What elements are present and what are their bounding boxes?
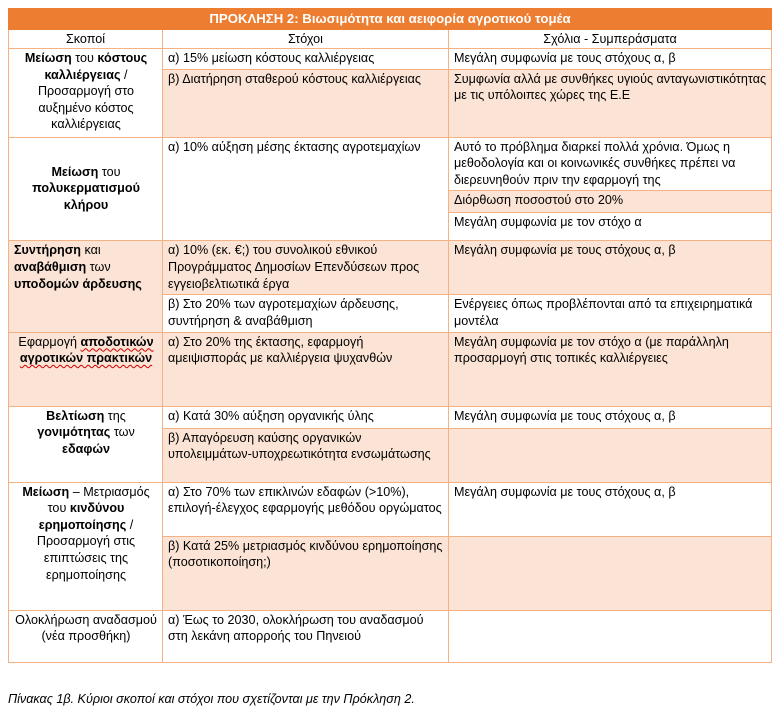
goal-text-bold: αποδοτικών αγροτικών πρακτικών bbox=[19, 334, 154, 366]
goal-text-bold: εδαφών bbox=[61, 441, 110, 456]
goal-text-bold: αναβάθμιση bbox=[14, 259, 87, 274]
comment-cell: Διόρθωση ποσοστού στο 20% bbox=[449, 191, 772, 213]
target-cell: α) Στο 20% της έκτασης, εφαρμογή αμειψισποράς με καλλιέργεια ψυχανθών bbox=[163, 332, 449, 406]
table-row bbox=[9, 241, 772, 295]
comment-cell: Συμφωνία αλλά με συνθήκες υγιούς ανταγωνιστικότητας με τις υπόλοιπες χώρες της Ε.Ε bbox=[449, 69, 772, 137]
comment-cell: Μεγάλη συμφωνία με τον στόχο α (με παράλληλη προσαρμογή στις τοπικές καλλιέργειες bbox=[449, 332, 772, 406]
goal-text-bold: πολυκερματισμού κλήρου bbox=[32, 181, 140, 212]
table-title: ΠΡΟΚΛΗΣΗ 2: Βιωσιμότητα και αειφορία αγροτικού τομέα bbox=[9, 9, 772, 30]
goal-text: της bbox=[104, 408, 126, 423]
title-row bbox=[9, 9, 772, 30]
goal-text: των bbox=[86, 259, 111, 274]
comment-cell: Αυτό το πρόβλημα διαρκεί πολλά χρόνια. Όμως η μεθοδολογία και οι κοινωνικές συνθήκες πρέπει να διερευνηθούν πριν την εφαρμογή της bbox=[449, 137, 772, 191]
goal-text-bold: κόστους καλλιέργειας bbox=[44, 51, 148, 82]
goal-cell bbox=[9, 482, 163, 610]
comment-cell bbox=[449, 536, 772, 610]
target-cell: α) Έως το 2030, ολοκλήρωση του αναδασμού στη λεκάνη απορροής του Πηνειού bbox=[163, 610, 449, 662]
goal-text: και bbox=[81, 243, 101, 258]
table-caption: Πίνακας 1β. Κύριοι σκοποί και στόχοι που σχετίζονται με την Πρόκληση 2. bbox=[8, 692, 415, 706]
goal-text: του bbox=[98, 164, 121, 179]
target-cell: β) Απαγόρευση καύσης οργανικών υπολειμμάτων-υποχρεωτικότητα ενσωμάτωσης bbox=[163, 428, 449, 482]
target-cell: α) 10% αύξηση μέσης έκτασης αγροτεμαχίων bbox=[163, 137, 449, 241]
comment-cell: Μεγάλη συμφωνία με τον στόχο α bbox=[449, 213, 772, 241]
header-comments: Σχόλια - Συμπεράσματα bbox=[449, 30, 772, 49]
table-row bbox=[9, 406, 772, 428]
comment-cell: Ενέργειες όπως προβλέπονται από τα επιχειρηματικά μοντέλα bbox=[449, 295, 772, 332]
table-row bbox=[9, 49, 772, 70]
goal-text-bold: Μείωση bbox=[22, 484, 70, 499]
goal-cell: Ολοκλήρωση αναδασμού (νέα προσθήκη) bbox=[9, 610, 163, 662]
goal-text: των bbox=[110, 425, 135, 440]
goal-text: Εφαρμογή bbox=[18, 334, 81, 349]
comment-cell bbox=[449, 610, 772, 662]
goal-cell bbox=[9, 137, 163, 241]
goal-text-bold: Βελτίωση bbox=[46, 408, 105, 423]
target-cell: α) 10% (εκ. €;) του συνολικού εθνικού Προγράμματος Δημοσίων Επενδύσεων προς εγγειοβελτιωτικά έργα bbox=[163, 241, 449, 295]
goals-table bbox=[8, 8, 772, 663]
goal-cell bbox=[9, 49, 163, 138]
goal-text-bold: Μείωση bbox=[51, 164, 99, 179]
target-cell: α) 15% μείωση κόστους καλλιέργειας bbox=[163, 49, 449, 70]
comment-cell bbox=[449, 428, 772, 482]
comment-cell: Μεγάλη συμφωνία με τους στόχους α, β bbox=[449, 241, 772, 295]
comment-cell: Μεγάλη συμφωνία με τους στόχους α, β bbox=[449, 49, 772, 70]
table-row bbox=[9, 610, 772, 662]
table-row bbox=[9, 482, 772, 536]
target-cell: β) Στο 20% των αγροτεμαχίων άρδευσης, συντήρηση & αναβάθμιση bbox=[163, 295, 449, 332]
goal-text: του bbox=[71, 51, 98, 65]
goal-text-bold: Μείωση bbox=[24, 51, 72, 65]
goal-text: /Προσαρμογή στο αυξημένο κόστος καλλιέργειας bbox=[37, 67, 135, 132]
header-goals: Σκοποί bbox=[9, 30, 163, 49]
target-cell: β) Διατήρηση σταθερού κόστους καλλιέργειας bbox=[163, 69, 449, 137]
goal-text: – Μετριασμός του bbox=[47, 484, 150, 516]
comment-cell: Μεγάλη συμφωνία με τους στόχους α, β bbox=[449, 482, 772, 536]
goal-cell bbox=[9, 241, 163, 332]
goal-text: /Προσαρμογή στις επιπτώσεις της ερημοποίησης bbox=[36, 517, 136, 582]
goal-text-bold: υποδομών άρδευσης bbox=[14, 276, 142, 291]
table-row bbox=[9, 137, 772, 191]
target-cell: β) Κατά 25% μετριασμός κινδύνου ερημοποίησης (ποσοτικοποίηση;) bbox=[163, 536, 449, 610]
goal-cell bbox=[9, 332, 163, 406]
goal-text-bold: Συντήρηση bbox=[14, 243, 81, 258]
header-targets: Στόχοι bbox=[163, 30, 449, 49]
table-row bbox=[9, 332, 772, 406]
header-row bbox=[9, 30, 772, 49]
comment-cell: Μεγάλη συμφωνία με τους στόχους α, β bbox=[449, 406, 772, 428]
goal-text-bold: γονιμότητας bbox=[37, 425, 111, 440]
goal-text-bold: κινδύνου ερημοποίησης bbox=[38, 501, 127, 532]
target-cell: α) Κατά 30% αύξηση οργανικής ύλης bbox=[163, 406, 449, 428]
target-cell: α) Στο 70% των επικλινών εδαφών (>10%), επιλογή-έλεγχος εφαρμογής μεθόδου οργώματος bbox=[163, 482, 449, 536]
goal-cell bbox=[9, 406, 163, 482]
